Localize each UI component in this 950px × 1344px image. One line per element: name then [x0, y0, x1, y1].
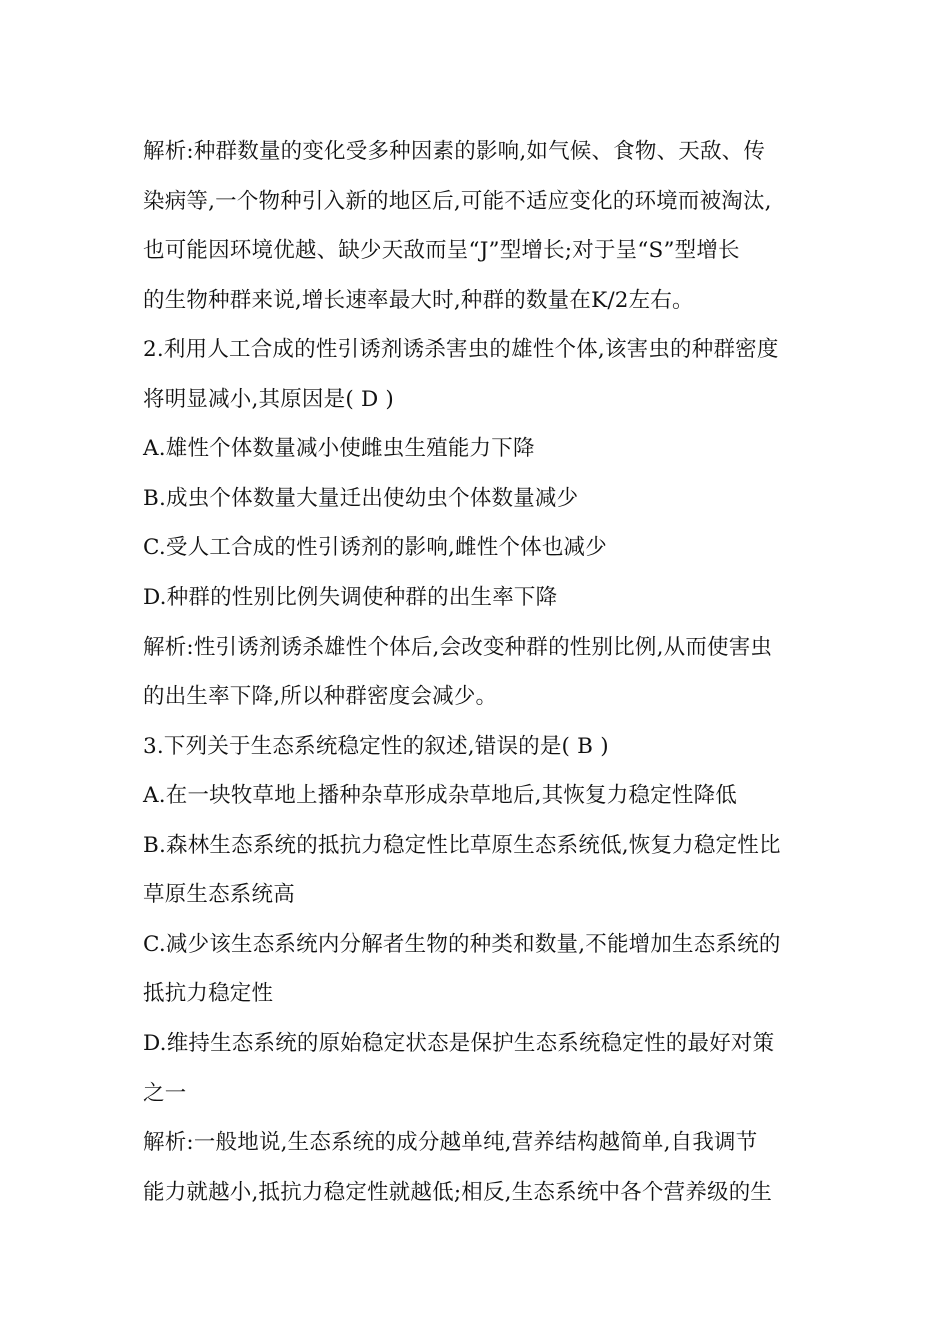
option-d: D.种群的性别比例失调使种群的出生率下降 [143, 585, 558, 610]
text-line: 的生物种群来说,增长速率最大时,种群的数量在K/2左右。 [143, 288, 694, 313]
text-line: 也可能因环境优越、缺少天敌而呈“J”型增长;对于呈“S”型增长 [143, 238, 740, 263]
option-d: 之一 [143, 1081, 187, 1106]
text-line: 解析:一般地说,生态系统的成分越单纯,营养结构越简单,自我调节 [143, 1130, 758, 1155]
option-c: C.减少该生态系统内分解者生物的种类和数量,不能增加生态系统的 [143, 932, 781, 957]
text-line: 解析:性引诱剂诱杀雄性个体后,会改变种群的性别比例,从而使害虫 [143, 635, 773, 660]
option-d: D.维持生态系统的原始稳定状态是保护生态系统稳定性的最好对策 [143, 1031, 775, 1056]
option-c: 抵抗力稳定性 [143, 981, 274, 1006]
option-a: A.在一块牧草地上播种杂草形成杂草地后,其恢复力稳定性降低 [143, 783, 737, 808]
text-line: 能力就越小,抵抗力稳定性就越低;相反,生态系统中各个营养级的生 [143, 1180, 773, 1205]
option-c: C.受人工合成的性引诱剂的影响,雌性个体也减少 [143, 535, 607, 560]
question-2-stem: 将明显减小,其原因是( D ) [143, 387, 395, 412]
option-a: A.雄性个体数量减小使雌虫生殖能力下降 [143, 436, 535, 461]
option-b: 草原生态系统高 [143, 882, 295, 907]
text-line: 染病等,一个物种引入新的地区后,可能不适应变化的环境而被淘汰, [143, 189, 772, 214]
text-line: 的出生率下降,所以种群密度会减少。 [143, 684, 498, 709]
option-b: B.森林生态系统的抵抗力稳定性比草原生态系统低,恢复力稳定性比 [143, 833, 781, 858]
option-b: B.成虫个体数量大量迁出使幼虫个体数量减少 [143, 486, 579, 511]
question-3-stem: 3.下列关于生态系统稳定性的叙述,错误的是( B ) [143, 734, 609, 759]
question-2-stem: 2.利用人工合成的性引诱剂诱杀害虫的雄性个体,该害虫的种群密度 [143, 337, 779, 362]
text-line: 解析:种群数量的变化受多种因素的影响,如气候、食物、天敌、传 [143, 139, 766, 164]
